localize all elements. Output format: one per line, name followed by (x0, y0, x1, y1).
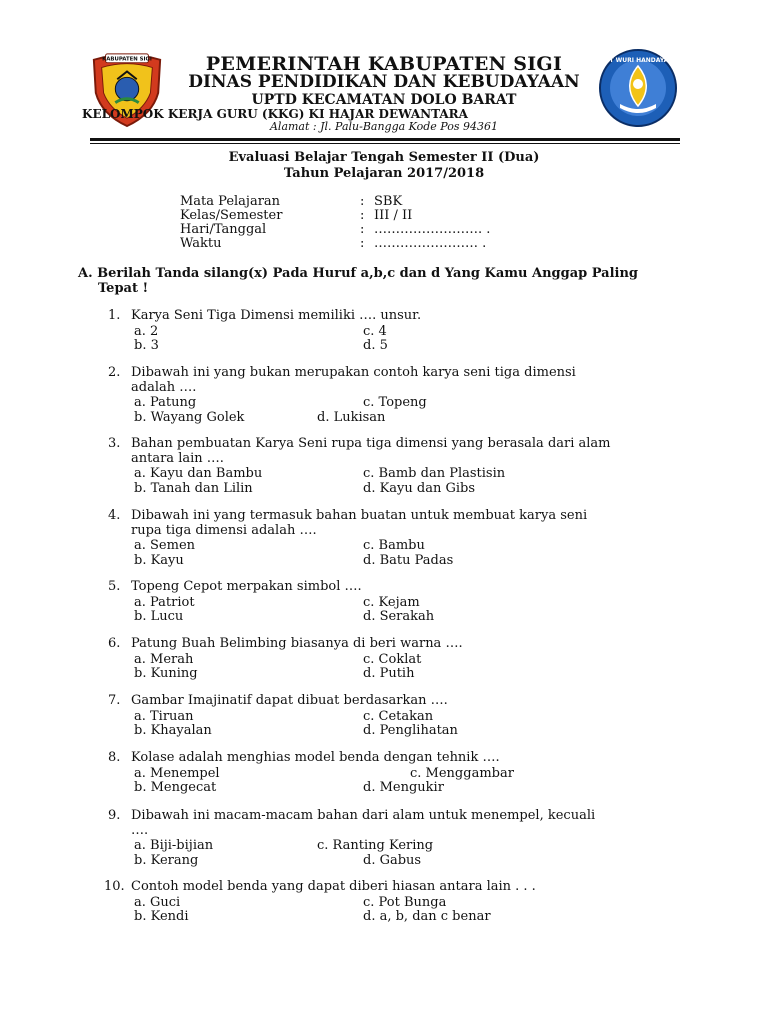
question-text: Bahan pembuatan Karya Seni rupa tiga dimensi yang berasala dari alam (131, 436, 611, 451)
answer-option: c. Menggambar (410, 765, 514, 781)
exam-title: Evaluasi Belajar Tengah Semester II (Dua) (228, 150, 540, 165)
question-number: 1. (108, 308, 121, 323)
answer-option: a. Kayu dan Bambu (134, 466, 263, 481)
answer-option: d. Serakah (363, 609, 435, 624)
info-label-time: Waktu (180, 236, 222, 251)
answer-option: d. 5 (363, 338, 388, 353)
answer-option: c. Cetakan (363, 708, 434, 724)
answer-option: b. Khayalan (134, 723, 212, 738)
info-value-subject: SBK (374, 194, 403, 209)
answer-option: a. Semen (134, 538, 196, 553)
info-label-class: Kelas/Semester (180, 208, 283, 223)
answer-option: b. Lucu (134, 609, 184, 624)
question-number: 10. (104, 879, 125, 894)
answer-option: a. Tiruan (134, 708, 194, 724)
letterhead-department: DINAS PENDIDIKAN DAN KEBUDAYAAN (188, 72, 580, 92)
letterhead-rule-thick (90, 138, 680, 141)
question-number: 7. (108, 693, 121, 708)
svg-text:TUT WURI HANDAYANI: TUT WURI HANDAYANI (600, 57, 676, 64)
answer-option: d. Mengukir (363, 780, 444, 795)
info-label-subject: Mata Pelajaran (180, 194, 281, 209)
answer-option: c. Bambu (363, 538, 425, 553)
answer-option: d. Penglihatan (363, 723, 458, 738)
answer-option: a. Patriot (134, 594, 195, 610)
answer-option: a. Menempel (134, 765, 220, 781)
answer-option: d. Putih (363, 666, 415, 681)
letterhead-rule-thin (90, 143, 680, 144)
answer-option: c. Pot Bunga (363, 894, 447, 910)
question-text: Gambar Imajinatif dapat dibuat berdasarkan …. (131, 693, 448, 708)
answer-option: a. Guci (134, 894, 181, 910)
answer-option: c. Coklat (363, 651, 422, 667)
answer-option: b. Mengecat (134, 780, 217, 795)
question-text: antara lain …. (131, 450, 224, 466)
question-number: 6. (108, 636, 121, 651)
answer-option: a. Biji-bijian (134, 838, 214, 853)
answer-option: d. Lukisan (317, 409, 386, 425)
question-number: 5. (108, 579, 121, 594)
answer-option: c. Topeng (363, 395, 427, 410)
section-a-instruction (78, 266, 688, 296)
info-value-time: …………………… . (374, 236, 487, 251)
question-text: Dibawah ini yang termasuk bahan buatan untuk membuat karya seni (131, 508, 588, 523)
answer-option: c. 4 (363, 323, 387, 339)
exam-year: Tahun Pelajaran 2017/2018 (283, 166, 485, 181)
section-a-line2: Tepat ! (98, 281, 149, 296)
question-number: 8. (108, 750, 121, 765)
info-value-class: III / II (374, 208, 413, 223)
answer-option: b. Kendi (134, 909, 189, 924)
question-text: Topeng Cepot merpakan simbol …. (131, 579, 362, 594)
question-number: 3. (108, 436, 121, 451)
svg-text:KABUPATEN SIGI: KABUPATEN SIGI (102, 56, 152, 63)
answer-option: c. Bamb dan Plastisin (363, 466, 506, 481)
question-text: Contoh model benda yang dapat diberi hiasan antara lain . . . (131, 879, 536, 894)
question-text: Patung Buah Belimbing biasanya di beri warna …. (131, 636, 463, 651)
answer-option: b. Kerang (134, 852, 199, 868)
info-colon: : (360, 222, 365, 237)
info-colon: : (360, 236, 365, 251)
answer-option: d. Gabus (363, 852, 422, 868)
question-text: Dibawah ini yang bukan merupakan contoh karya seni tiga dimensi (131, 365, 576, 380)
info-value-date: ……………………. . (374, 222, 491, 237)
answer-option: b. 3 (134, 338, 159, 353)
answer-option: b. Kuning (134, 666, 198, 681)
question-text: Kolase adalah menghias model benda dengan tehnik …. (131, 750, 500, 765)
question-text: Dibawah ini macam-macam bahan dari alam untuk menempel, kecuali (131, 808, 596, 823)
answer-option: b. Wayang Golek (134, 409, 245, 425)
letterhead-uptd: UPTD KECAMATAN DOLO BARAT (251, 92, 517, 108)
answer-option: b. Kayu (134, 552, 184, 568)
question-text: adalah …. (131, 379, 197, 395)
letterhead-government: PEMERINTAH KABUPATEN SIGI (205, 53, 563, 75)
info-colon: : (360, 194, 365, 209)
info-label-date: Hari/Tanggal (180, 222, 267, 237)
question-text: Karya Seni Tiga Dimensi memiliki …. unsur. (131, 308, 422, 323)
answer-option: a. Patung (134, 395, 197, 410)
answer-option: d. Kayu dan Gibs (363, 480, 476, 496)
question-number: 2. (108, 365, 121, 380)
answer-option: a. 2 (134, 323, 159, 339)
question-number: 4. (108, 508, 121, 523)
answer-option: b. Tanah dan Lilin (134, 480, 253, 496)
answer-option: d. Batu Padas (363, 552, 454, 568)
info-colon: : (360, 208, 365, 223)
answer-option: a. Merah (134, 651, 194, 667)
letterhead-kkg: KELOMPOK KERJA GURU (KKG) KI HAJAR DEWANTARA (82, 107, 468, 121)
question-text: rupa tiga dimensi adalah …. (131, 522, 317, 538)
question-number: 9. (108, 808, 121, 823)
answer-option: d. a, b, dan c benar (363, 909, 491, 924)
section-a-line1: A. Berilah Tanda silang(x) Pada Huruf a,b,c dan d Yang Kamu Anggap Paling (78, 266, 639, 281)
answer-option: c. Ranting Kering (317, 838, 434, 853)
question-text: …. (131, 822, 149, 838)
letterhead-address: Alamat : Jl. Palu-Bangga Kode Pos 94361 (269, 120, 498, 133)
answer-option: c. Kejam (363, 594, 420, 610)
